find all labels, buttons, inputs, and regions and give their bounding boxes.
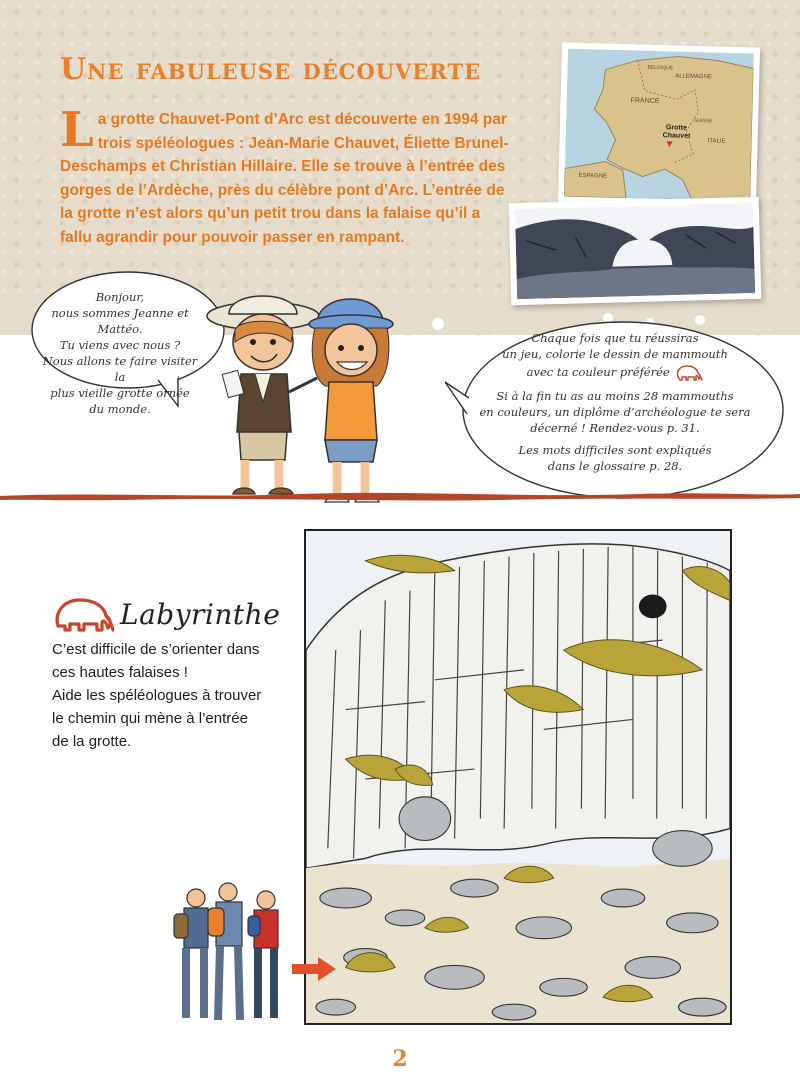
bubble-right-line: dans le glossaire p. 28. (547, 459, 683, 473)
bubble-right-line: avec ta couleur préférée (526, 365, 670, 379)
bubble-left-line: nous sommes Jeanne et Mattéo. (51, 306, 189, 336)
instruction-line: ces hautes falaises ! (52, 664, 188, 681)
instruction-line: C’est difficile de s’orienter dans (52, 641, 260, 658)
bubble-left-line: du monde. (89, 402, 151, 416)
mammoth-icon (673, 362, 703, 382)
bubble-left-line: Bonjour, (95, 290, 145, 304)
bubble-left-line: Nous allons te faire visiter la (42, 354, 198, 384)
bubble-left-line: plus vieille grotte ornée (50, 386, 190, 400)
start-arrow-icon (290, 955, 338, 983)
map-label-spain: ESPAGNE (578, 172, 608, 180)
map-label-france: FRANCE (630, 97, 660, 106)
page-number: 2 (392, 1046, 408, 1072)
instruction-line: le chemin qui mène à l’entrée (52, 710, 248, 727)
labyrinth-instructions (52, 638, 302, 753)
jeanne-and-matteo-illustration (205, 282, 425, 522)
page-title: Une fabuleuse découverte (60, 52, 482, 87)
intro-text: a grotte Chauvet-Pont d’Arc est découverte en 1994 par trois spéléologues : Jean-Marie Chauvet, Éliette Brunel-Deschamps et Christian Hillaire. Elle se trouve à l’entrée des gorges de l’Ardèche, près du célèbre pont d’Arc. L’entrée de la grotte n’est alors qu’un petit trou dans la falaise qu’il a fallu agrandir pour pouvoir passer en rampant. (60, 111, 509, 246)
cave-entrance (639, 594, 667, 618)
instruction-line: de la grotte. (52, 733, 132, 750)
cliff-maze-illustration (306, 531, 730, 1023)
map-label-belgium: BELGIQUE (647, 64, 674, 72)
mammoth-icon (52, 596, 114, 632)
bubble-right-line: un jeu, colorie le dessin de mammouth (502, 347, 728, 361)
pont-d-arc-sketch (509, 197, 762, 306)
map-label-italy: ITALIE (707, 138, 726, 145)
map-label-cave-2: Chauvet (662, 132, 691, 140)
map-illustration (564, 49, 754, 202)
ground-stroke (0, 488, 800, 502)
cliff-maze[interactable] (304, 529, 732, 1025)
bubble-right-line: décerné ! Rendez-vous p. 31. (530, 421, 700, 435)
labyrinth-title: Labyrinthe (120, 597, 281, 631)
pont-d-arc-illustration (515, 203, 755, 299)
map-label-switzerland: SUISSE (694, 117, 713, 125)
speech-bubble-right-text (470, 330, 760, 480)
instruction-line: Aide les spéléologues à trouver (52, 687, 262, 704)
speleologists-illustration (168, 880, 298, 1030)
intro-paragraph (60, 102, 515, 249)
map-of-france (558, 42, 760, 207)
bubble-right-line: Si à la fin tu as au moins 28 mammouths (496, 389, 734, 403)
boy-character (207, 296, 319, 494)
map-label-germany: ALLEMAGNE (675, 73, 713, 81)
labyrinth-heading (52, 596, 280, 632)
speech-bubble-left-text (40, 289, 200, 417)
bubble-right-line: Les mots difficiles sont expliqués (518, 443, 712, 457)
girl-character (309, 299, 393, 502)
map-label-cave: Grotte (665, 124, 688, 132)
bubble-left-line: Tu viens avec nous ? (59, 338, 181, 352)
bubble-right-line: en couleurs, un diplôme d’archéologue te sera (479, 405, 751, 419)
drop-cap: L (60, 102, 94, 158)
bubble-right-line: Chaque fois que tu réussiras (531, 331, 699, 345)
